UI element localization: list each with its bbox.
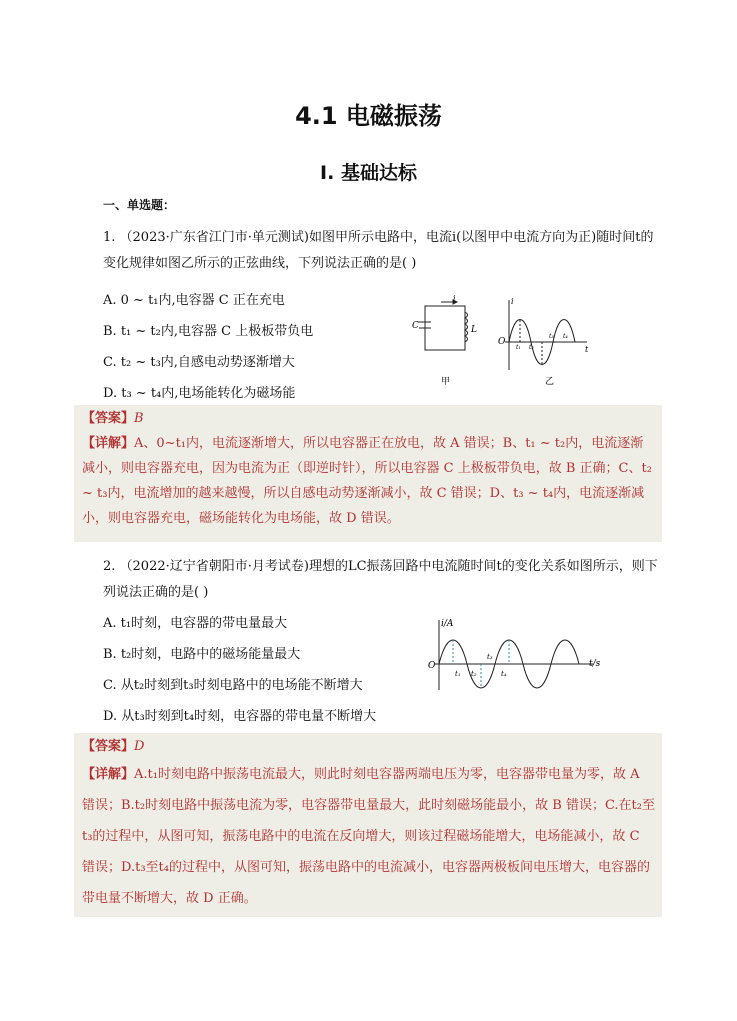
question-1-stem: 1. （2023·广东省江门市·单元测试)如图甲所示电路中，电流i(以图甲中电流方向为正)随时间t的变化规律如图乙所示的正弦曲线，下列说法正确的是( ) <box>103 230 654 271</box>
question-2-figure <box>425 614 615 694</box>
question-1-option-b: B. t₁ ~ t₂内,电容器 C 上极板带负电 <box>103 324 314 339</box>
graph-1-t1: t₁ <box>516 344 521 351</box>
sine-graph-2 <box>435 620 593 690</box>
question-1-answer-box <box>74 405 662 542</box>
inductor-label: L <box>471 325 477 335</box>
question-2-option-c: C. 从t₂时刻到t₃时刻电路中的电场能不断增大 <box>103 678 363 693</box>
question-1-figure <box>405 292 605 392</box>
graph-2-t1: t₁ <box>455 670 461 678</box>
graph-2-t2: t₂ <box>471 670 477 678</box>
answer-detail: A.t₁时刻电路中振荡电流最大，则此时刻电容器两端电压为零，电容器带电量为零，故 A 错误；B.t₂时刻电路中振荡电流为零，电容器带电量最大，此时刻磁场能最小，故 B 错误；C.在t₂至t₃的过程中，从图可知，振荡电路中的电流在反向增大，则该过程磁场能增大，电场能减小，故 C 错误；D.t₃至t₄的过程中，从图可知，振荡电路中的电流减小，电容器两极板间电压增大，电容器的带电量不断增大，故 D 正确。 <box>82 767 655 906</box>
graph-1-t4: t₄ <box>563 333 568 340</box>
answer-label: 【答案】 <box>82 739 135 754</box>
graph-2-y-label: i/A <box>441 619 454 629</box>
graph-2-t3: t₃ <box>487 653 493 661</box>
question-2-stem: 2. （2022·辽宁省朝阳市·月考试卷)理想的LC振荡回路中电流随时间t的变化关系如图所示，则下列说法正确的是( ) <box>103 559 658 600</box>
answer-value: B <box>134 411 144 426</box>
question-1-option-c: C. t₂ ~ t₃内,自感电动势逐渐增大 <box>103 355 295 370</box>
graph-1-y-label: i <box>511 297 514 306</box>
question-2-option-b: B. t₂时刻，电路中的磁场能量最大 <box>103 647 301 662</box>
current-label: i <box>453 294 456 303</box>
section-title: Ⅰ. 基础达标 <box>320 162 417 184</box>
answer-value: D <box>134 739 145 754</box>
question-type-heading: 一、单选题： <box>103 198 176 212</box>
question-2-option-a: A. t₁时刻，电容器的带电量最大 <box>103 616 288 631</box>
question-1-option-d: D. t₃ ~ t₄内,电场能转化为磁场能 <box>103 386 296 401</box>
detail-label: 【详解】 <box>82 436 135 451</box>
lc-circuit-diagram <box>419 300 468 350</box>
figure-yi-label: 乙 <box>545 377 555 387</box>
page-title: 4.1 电磁振荡 <box>295 102 442 130</box>
graph-1-t2: t₂ <box>529 344 534 351</box>
capacitor-label: C <box>412 321 419 331</box>
graph-2-t4: t₄ <box>501 670 507 678</box>
answer-label: 【答案】 <box>82 411 135 426</box>
graph-2-x-label: t/s <box>589 659 601 669</box>
graph-1-t3: t₃ <box>549 333 554 340</box>
graph-1-x-label: t <box>585 345 589 354</box>
detail-label: 【详解】 <box>82 767 135 782</box>
figure-jia-label: 甲 <box>441 377 451 387</box>
question-2-answer-box <box>74 733 662 917</box>
sine-graph-1 <box>505 300 587 370</box>
question-2-option-d: D. 从t₃时刻到t₄时刻，电容器的带电量不断增大 <box>103 709 377 724</box>
answer-detail: A、0~t₁内，电流逐渐增大，所以电容器正在放电，故 A 错误；B、t₁ ~ t₂内，电流逐渐减小，则电容器充电，因为电流为正（即逆时针），所以电容器 C 上极板带负电，故 B 正确；C、t₂ ~ t₃内，电流增加的越来越慢，所以自感电动势逐渐减小，故 C 错误；D、t₃ ~ t₄内，电流逐渐减小，则电容器充电，磁场能转化为电场能，故 D 错误。 <box>82 436 652 526</box>
graph-1-origin: O <box>498 337 506 347</box>
question-1-option-a: A. 0 ~ t₁内,电容器 C 正在充电 <box>103 293 285 308</box>
graph-2-origin: O <box>428 661 436 671</box>
